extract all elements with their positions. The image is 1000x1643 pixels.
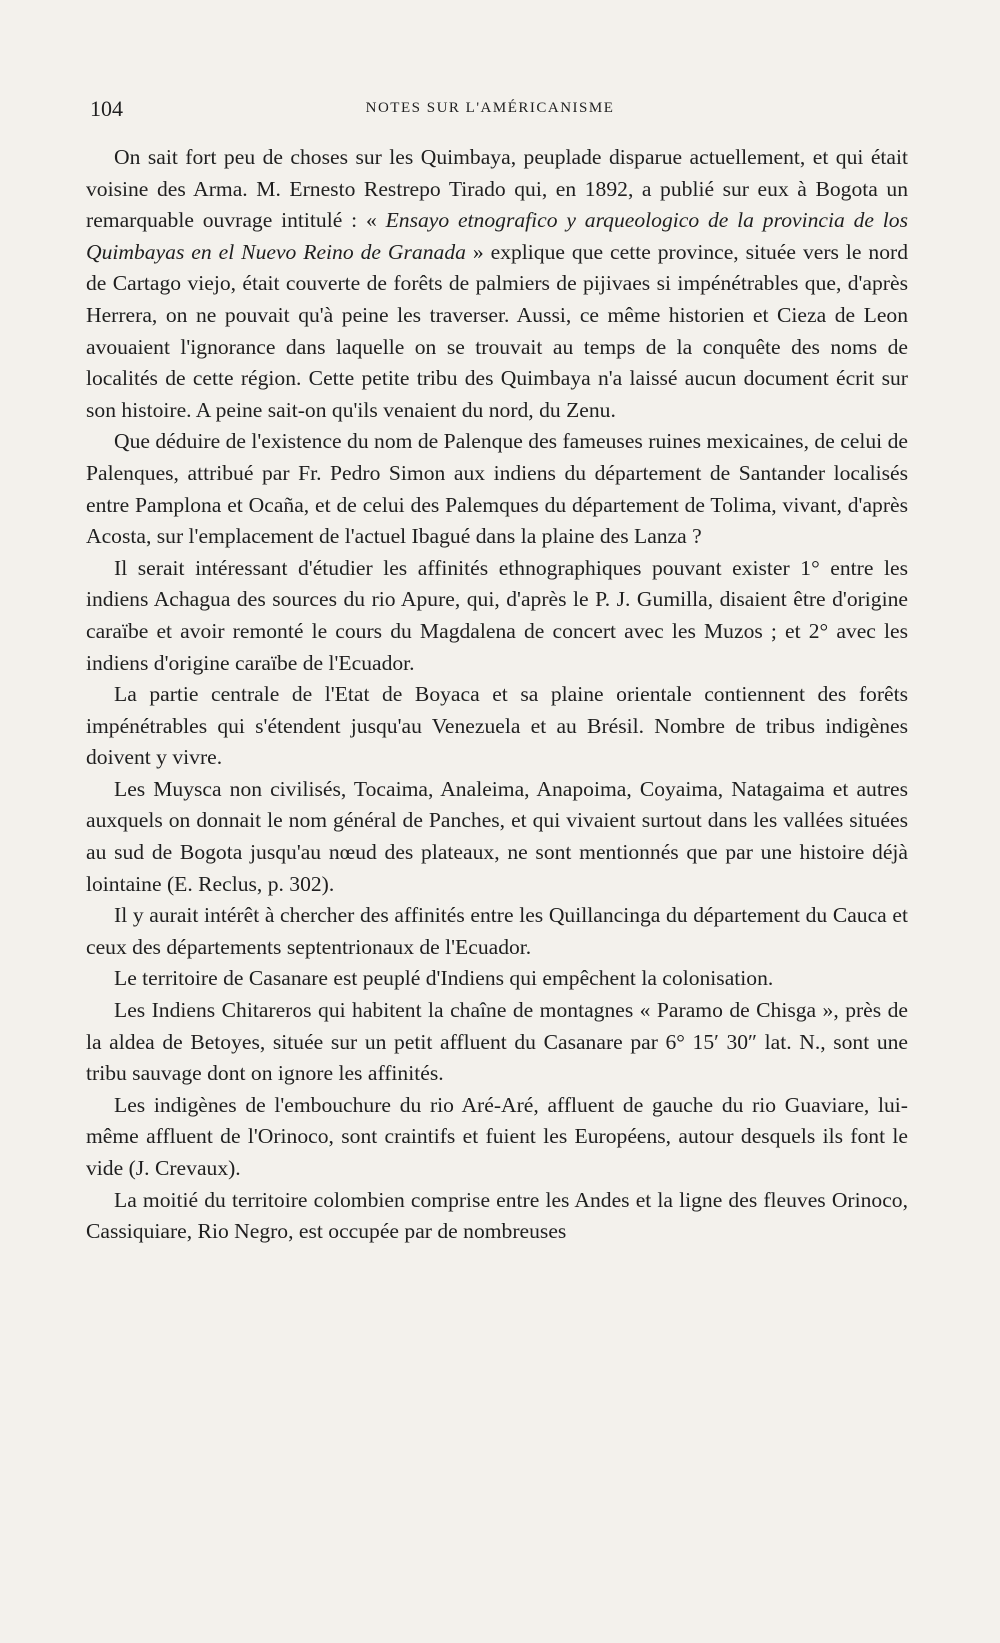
paragraph: La moitié du territoire colombien comprise entre les Andes et la ligne des fleuves Orinoco, Cassiquiare, Rio Negro, est occupée par de nombreuses xyxy=(86,1187,908,1244)
paragraph: Le territoire de Casanare est peuplé d'Indiens qui empêchent la colonisation. xyxy=(114,966,774,991)
paragraph: Il y aurait intérêt à chercher des affinités entre les Quillancinga du département du Cauca et ceux des départements septentrionaux de l'Ecuador. xyxy=(86,903,908,959)
paragraph: La partie centrale de l'Etat de Boyaca et sa plaine orientale contiennent des forêts impénétrables qui s'étendent jusqu'au Venezuela et au Brésil. Nombre de tribus indigènes doivent y vivre. xyxy=(86,682,908,770)
running-title: NOTES SUR L'AMÉRICANISME xyxy=(365,100,615,116)
body-text xyxy=(86,142,908,1248)
paragraph-text: » explique que cette province, située vers le nord de Cartago viejo, était couverte de forêts de palmiers de pijivaes si impénétrables que, d'après Herrera, on ne pouvait qu'à peine les traverser. Aussi, ce même historien et Cieza de Leon avouaient l'ignorance dans laquelle on se trouvait au temps de la conquête des noms de localités de cette région. Cette petite tribu des Quimbaya n'a laissé aucun document écrit sur son histoire. A peine sait-on qu'ils venaient du nord, du Zenu. xyxy=(86,239,908,422)
paragraph-text: On sait fort peu de choses sur les Quimbaya, peuplade disparue actuellement, et qui était voisine des Arma. M. Ernesto Restrepo Tirado qui, en 1892, a publié sur eux à Bogota un remarquable ouvrage intitulé : « xyxy=(86,145,908,233)
book-title: Ensayo etnografico y arqueologico de la provincia de los Quimbayas en el Nuevo Reino de Granada xyxy=(86,208,908,264)
paragraph-quimbaya xyxy=(86,142,908,426)
page-header xyxy=(90,96,890,126)
page-number: 104 xyxy=(90,96,123,121)
paragraph: Il serait intéressant d'étudier les affinités ethnographiques pouvant exister 1° entre les indiens Achagua des sources du rio Apure, qui, d'après le P. J. Gumilla, disaient être d'origine caraïbe et avoir remonté le cours du Magdalena de concert avec les Muzos ; et 2° avec les indiens d'origine caraïbe de l'Ecuador. xyxy=(86,555,908,675)
paragraph: Les Indiens Chitareros qui habitent la chaîne de montagnes « Paramo de Chisga », près de la aldea de Betoyes, située sur un petit affluent du Casanare par 6° 15′ 30″ lat. N., sont une tribu sauvage dont on ignore les affinités. xyxy=(86,998,908,1086)
paragraph: Que déduire de l'existence du nom de Palenque des fameuses ruines mexicaines, de celui de Palenques, attribué par Fr. Pedro Simon aux indiens du département de Santander localisés entre Pamplona et Ocaña, et de celui des Palemques du département de Tolima, vivant, d'après Acosta, sur l'emplacement de l'actuel Ibagué dans la plaine des Lanza ? xyxy=(86,429,908,549)
paragraph: Les indigènes de l'embouchure du rio Aré-Aré, affluent de gauche du rio Guaviare, lui-même affluent de l'Orinoco, sont craintifs et fuient les Européens, autour desquels ils font le vide (J. Crevaux). xyxy=(86,1092,908,1180)
paragraph: Les Muysca non civilisés, Tocaima, Analeima, Anapoima, Coyaima, Natagaima et autres auxquels on donnait le nom général de Panches, et qui vivaient surtout dans les vallées situées au sud de Bogota jusqu'au nœud des plateaux, ne sont mentionnés que par une histoire déjà lointaine (E. Reclus, p. 302). xyxy=(86,776,908,896)
